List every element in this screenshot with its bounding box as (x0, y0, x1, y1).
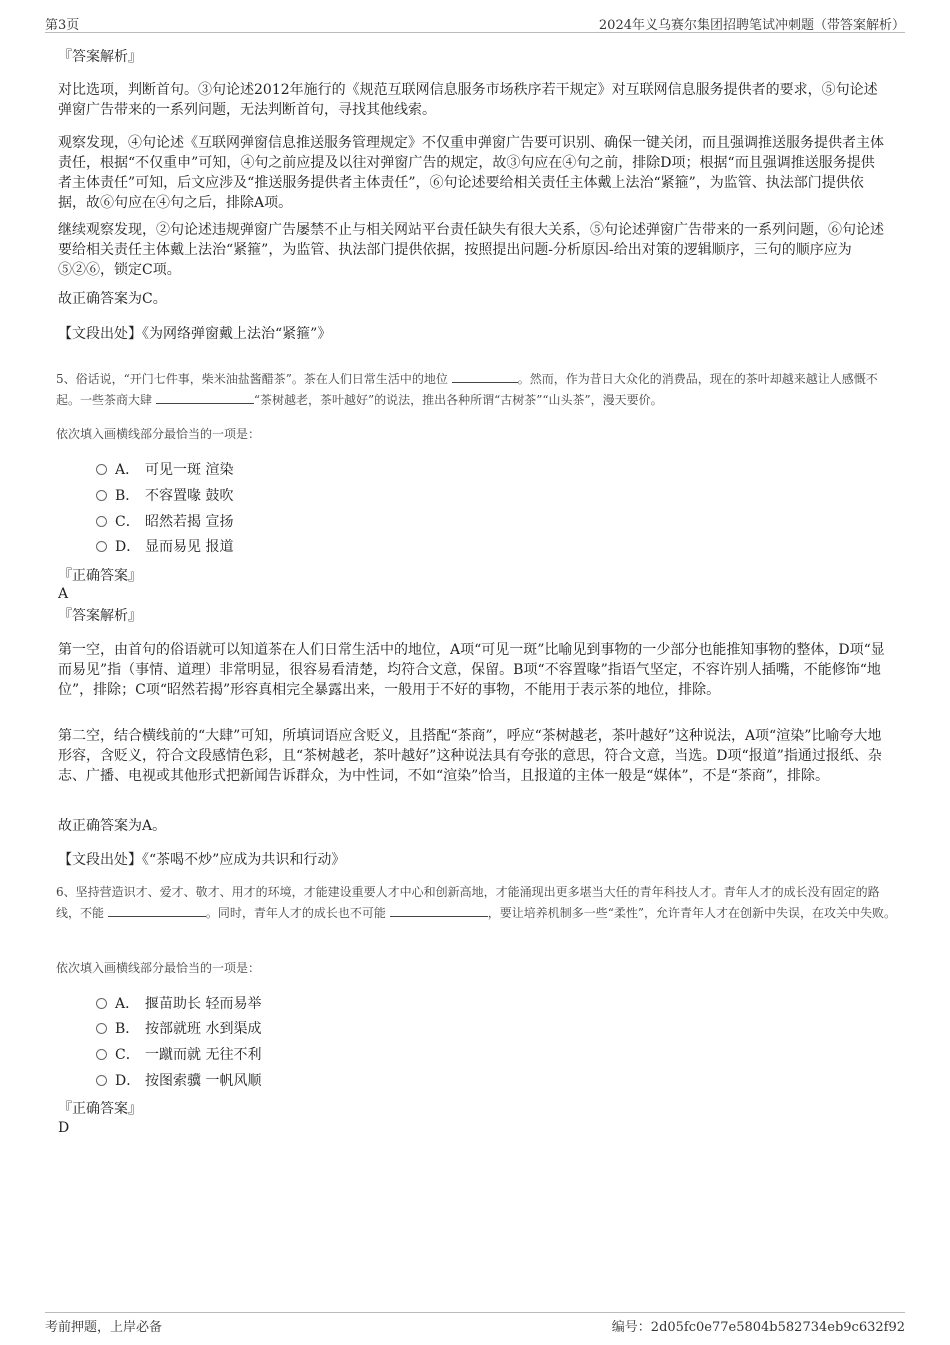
radio-icon[interactable] (96, 516, 107, 527)
q5-blank-1 (452, 370, 518, 383)
q5-stem-part1: 5、俗话说，“开门七件事，柴米油盐酱醋茶”。茶在人们日常生活中的地位 (56, 372, 448, 386)
q6-stem (56, 882, 898, 924)
radio-icon[interactable] (96, 1075, 107, 1086)
q6-instruction: 依次填入画横线部分最恰当的一项是： (56, 961, 261, 975)
q6-blank-2 (390, 904, 488, 917)
q4-analysis-p1: 对比选项，判断首句。③句论述2012年施行的《规范互联网信息服务市场秩序若干规定》对互联网信息服务提供者的要求，⑤句论述弹窗广告带来的一系列问题，无法判断首句，寻找其他线索。 (58, 82, 878, 118)
q5-analysis-p2: 第二空，结合横线前的“大肆”可知，所填词语应含贬义，且搭配“茶商”，呼应“茶树越老，茶叶越好”这种说法，A项“渲染”比喻夸大地形容，含贬义，符合文段感情色彩，且“茶树越老，茶叶越好”这种说法具有夸张的意思，符合文意，当选。D项“报道”指通过报纸、杂志、广播、电视或其他形式把新闻告诉群众，为中性词，不如“渲染”恰当，且报道的主体一般是“媒体”，不是“茶商”，排除。 (58, 728, 882, 784)
q6-answer: D (58, 1120, 70, 1136)
q6-stem-part2: 。同时，青年人才的成长也不可能 (205, 906, 386, 920)
radio-icon[interactable] (96, 490, 107, 501)
q5-source: 【文段出处】《“茶喝不炒”应成为共识和行动》 (58, 852, 346, 868)
q6-answer-label: 『正确答案』 (58, 1101, 142, 1117)
page-header (45, 14, 905, 33)
q5-instruction: 依次填入画横线部分最恰当的一项是： (56, 427, 261, 441)
q5-stem (56, 369, 898, 411)
q6-option-b[interactable]: B． 按部就班 水到渠成 (96, 1019, 261, 1039)
q4-source: 【文段出处】《为网络弹窗戴上法治“紧箍”》 (58, 326, 332, 342)
q5-option-a[interactable]: A． 可见一斑 渲染 (96, 460, 233, 480)
document-id: 编号：2d05fc0e77e5804b582734eb9c632f92 (611, 1320, 905, 1335)
q4-analysis-p2: 观察发现，④句论述《互联网弹窗信息推送服务管理规定》不仅重申弹窗广告要可识别、确保一键关闭，而且强调推送服务提供者主体责任，根据“不仅重申”可知，④句之前应提及以往对弹窗广告的规定，故③句应在④句之前，排除D项；根据“而且强调推送服务提供者主体责任”可知，后文应涉及“推送服务提供者主体责任”，⑥句论述要给相关责任主体戴上法治“紧箍”，为监管、执法部门提供依据，故⑥句应在④句之后，排除A项。 (58, 135, 884, 211)
page-number: 第3页 (45, 18, 80, 33)
radio-icon[interactable] (96, 541, 107, 552)
q5-analysis-label: 『答案解析』 (58, 608, 142, 624)
radio-icon[interactable] (96, 1023, 107, 1034)
radio-icon[interactable] (96, 1049, 107, 1060)
page-footer (45, 1312, 905, 1334)
q5-option-b[interactable]: B． 不容置喙 鼓吹 (96, 486, 233, 506)
q6-stem-part1: 6、坚持营造识才、爱才、敬才、用才的环境，才能建设重要人才中心和创新高地，才能涌现出更多堪当大任的青年科技人才。青年人才的成长没有固定的路线，不能 (56, 885, 880, 920)
radio-icon[interactable] (96, 464, 107, 475)
q5-answer-label: 『正确答案』 (58, 568, 142, 584)
q5-option-c[interactable]: C． 昭然若揭 宣扬 (96, 512, 233, 532)
q5-answer: A (58, 586, 69, 602)
q5-stem-part2: 。然而，作为昔日大众化的消费品，现在的茶叶却越来越让人感慨不起。一些茶商大肆 (56, 372, 878, 407)
q6-stem-part3: ，要让培养机制多一些“柔性”，允许青年人才在创新中失误，在攻关中失败。 (487, 906, 896, 920)
q5-analysis-p1: 第一空，由首句的俗语就可以知道茶在人们日常生活中的地位，A项“可见一斑”比喻见到事物的一少部分也能推知事物的整体，D项“显而易见”指（事情、道理）非常明显，很容易看清楚，均符合文意，保留。B项“不容置喙”指语气坚定，不容许别人插嘴，不能修饰“地位”，排除；C项“昭然若揭”形容真相完全暴露出来，一般用于不好的事物，不能用于表示茶的地位，排除。 (58, 642, 885, 698)
q5-conclusion: 故正确答案为A。 (58, 818, 167, 834)
q5-option-d[interactable]: D． 显而易见 报道 (96, 537, 233, 557)
q6-option-a[interactable]: A． 揠苗助长 轻而易举 (96, 994, 261, 1014)
q4-analysis-p3: 继续观察发现，②句论述违规弹窗广告屡禁不止与相关网站平台责任缺失有很大关系，⑤句论述弹窗广告带来的一系列问题，⑥句论述要给相关责任主体戴上法治“紧箍”，为监管、执法部门提供依据，按照提出问题-分析原因-给出对策的逻辑顺序，三句的顺序应为⑤②⑥，锁定C项。 (58, 222, 884, 278)
q4-conclusion: 故正确答案为C。 (58, 291, 167, 307)
q4-analysis-label: 『答案解析』 (58, 49, 142, 65)
q5-stem-part3: “茶树越老，茶叶越好”的说法，推出各种所谓“古树茶”“山头茶”，漫天要价。 (253, 393, 663, 407)
q6-option-d[interactable]: D． 按图索骥 一帆风顺 (96, 1071, 261, 1091)
document-title: 2024年义乌赛尔集团招聘笔试冲刺题（带答案解析） (598, 18, 905, 33)
q5-blank-2 (156, 391, 254, 404)
footer-slogan: 考前押题，上岸必备 (45, 1320, 163, 1335)
q6-blank-1 (108, 904, 206, 917)
radio-icon[interactable] (96, 998, 107, 1009)
q6-option-c[interactable]: C． 一蹴而就 无往不利 (96, 1045, 261, 1065)
